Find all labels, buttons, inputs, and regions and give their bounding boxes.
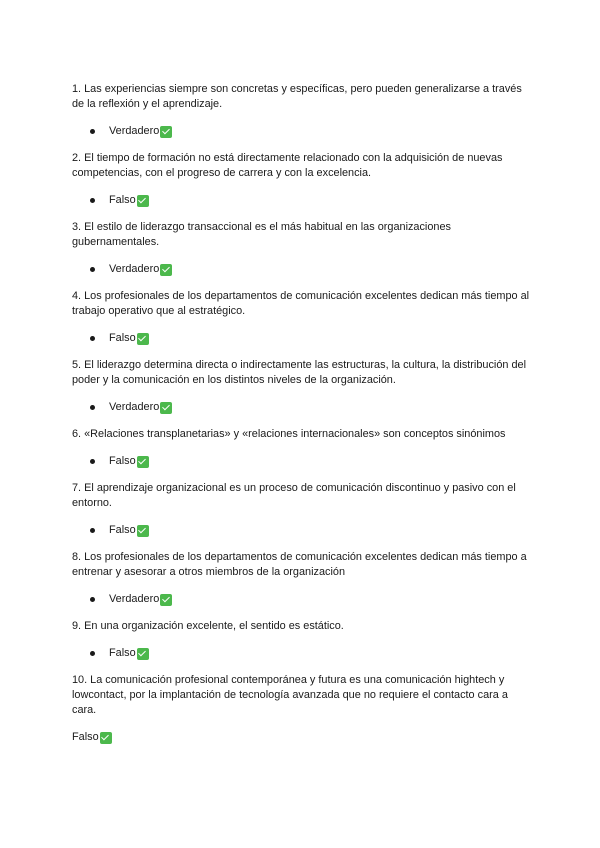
question-9: 9. En una organización excelente, el sentido es estático. bbox=[72, 620, 344, 632]
bullet-icon bbox=[90, 336, 95, 341]
answer-label: Falso bbox=[109, 455, 136, 467]
question-8: 8. Los profesionales de los departamentos de comunicación excelentes dedican más tiempo a entrenar y asesorar a otros miembros de la organización bbox=[72, 551, 527, 578]
quiz-answers bbox=[72, 82, 532, 757]
answer-label: Falso bbox=[109, 332, 136, 344]
bullet-icon bbox=[90, 651, 95, 656]
bullet-icon bbox=[90, 528, 95, 533]
bullet-icon bbox=[90, 459, 95, 464]
answer-6 bbox=[90, 454, 532, 469]
check-mark-icon bbox=[137, 525, 149, 537]
question-4: 4. Los profesionales de los departamentos de comunicación excelentes dedican más tiempo al trabajo operativo que al estratégico. bbox=[72, 290, 530, 317]
answer-label: Falso bbox=[109, 524, 136, 536]
question-1: 1. Las experiencias siempre son concretas y específicas, pero pueden generalizarse a través de la reflexión y el aprendizaje. bbox=[72, 83, 522, 110]
answer-4 bbox=[90, 331, 532, 346]
answer-label: Falso bbox=[72, 731, 99, 743]
answer-3 bbox=[90, 262, 532, 277]
bullet-icon bbox=[90, 597, 95, 602]
question-2: 2. El tiempo de formación no está directamente relacionado con la adquisición de nuevas competencias, con el progreso de carrera y con la excelencia. bbox=[72, 152, 503, 179]
bullet-icon bbox=[90, 129, 95, 134]
answer-label: Verdadero bbox=[109, 125, 160, 137]
bullet-icon bbox=[90, 267, 95, 272]
question-3: 3. El estilo de liderazgo transaccional es el más habitual en las organizaciones gubernamentales. bbox=[72, 221, 451, 248]
check-mark-icon bbox=[100, 732, 112, 744]
check-mark-icon bbox=[160, 264, 172, 276]
check-mark-icon bbox=[137, 195, 149, 207]
question-6: 6. «Relaciones transplanetarias» y «relaciones internacionales» son conceptos sinónimos bbox=[72, 428, 506, 440]
answer-2 bbox=[90, 193, 532, 208]
question-10: 10. La comunicación profesional contemporánea y futura es una comunicación hightech y lowcontact, por la implantación de tecnología avanzada que no requiere el contacto cara a cara. bbox=[72, 674, 508, 716]
check-mark-icon bbox=[160, 126, 172, 138]
answer-label: Verdadero bbox=[109, 263, 160, 275]
answer-label: Verdadero bbox=[109, 593, 160, 605]
check-mark-icon bbox=[160, 594, 172, 606]
question-5: 5. El liderazgo determina directa o indirectamente las estructuras, la cultura, la distribución del poder y la comunicación en los distintos niveles de la organización. bbox=[72, 359, 527, 386]
bullet-icon bbox=[90, 405, 95, 410]
answer-label: Falso bbox=[109, 647, 136, 659]
answer-8 bbox=[90, 592, 532, 607]
answer-1 bbox=[90, 124, 532, 139]
answer-label: Falso bbox=[109, 194, 136, 206]
question-7: 7. El aprendizaje organizacional es un proceso de comunicación discontinuo y pasivo con el entorno. bbox=[72, 482, 516, 509]
answer-label: Verdadero bbox=[109, 401, 160, 413]
answer-10 bbox=[72, 730, 532, 745]
check-mark-icon bbox=[137, 333, 149, 345]
check-mark-icon bbox=[137, 648, 149, 660]
check-mark-icon bbox=[160, 402, 172, 414]
answer-9 bbox=[90, 646, 532, 661]
answer-7 bbox=[90, 523, 532, 538]
check-mark-icon bbox=[137, 456, 149, 468]
bullet-icon bbox=[90, 198, 95, 203]
answer-5 bbox=[90, 400, 532, 415]
